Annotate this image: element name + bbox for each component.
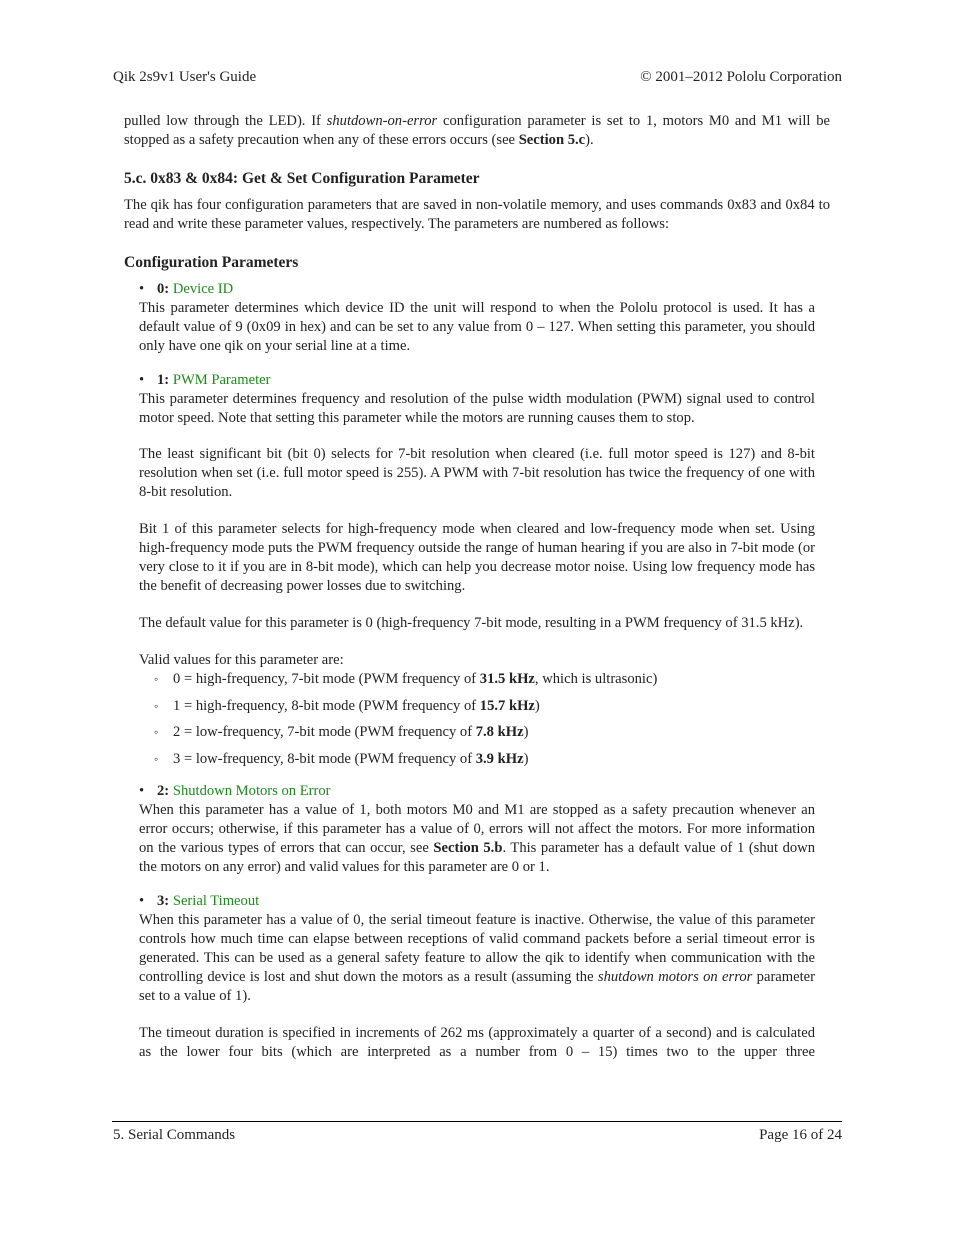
param-1-text-2: The least significant bit (bit 0) selects for 7-bit resolution when cleared (i.e. full motor speed is 127) and 8-bit resolution when set (i.e. full motor speed is 255). A PWM with 7-bit resolution has twice the frequency of one with 8-bit resolution. <box>139 446 815 500</box>
param-2-text: When this parameter has a value of 1, both motors M0 and M1 are stopped as a safety precaution whenever an error occurs; otherwise, if this parameter has a value of 0, errors will not affect the motors. For more information on the various types of errors that can occur, see Section 5.b. This parameter has a default value of 1 (shut down the motors on any error) and valid values for this parameter are 0 or 1. <box>139 802 816 875</box>
bullet-icon: • <box>139 372 145 388</box>
page-footer <box>113 1127 842 1149</box>
bullet-icon: • <box>139 783 145 799</box>
page-content <box>124 112 830 1062</box>
intro-paragraph: pulled low through the LED). If shutdown-on-error configuration parameter is set to 1, motors M0 and M1 will be stopped as a safety precaution when any of these errors occurs (see Section 5.c). <box>124 113 830 148</box>
section-intro: The qik has four configuration parameters that are saved in non-volatile memory, and uses commands 0x83 and 0x84 to read and write these parameter values, respectively. The parameters are numbered as follows: <box>124 197 830 232</box>
param-3-text-1: When this parameter has a value of 0, the serial timeout feature is inactive. Otherwise, the value of this parameter controls how much time can elapse between receptions of valid command packets before a serial timeout error is generated. This can be used as a general safety feature to allow the qik to identify when communication with the controlling device is lost and shut down the motors as a result (assuming the shutdown motors on error parameter set to a value of 1). <box>139 912 816 1004</box>
section-5b-link[interactable]: Section 5.b <box>433 840 503 856</box>
list-item: ◦ 0 = high-frequency, 7-bit mode (PWM frequency of 31.5 kHz, which is ultrasonic) <box>154 671 658 687</box>
list-item: ◦ 1 = high-frequency, 8-bit mode (PWM frequency of 15.7 kHz) <box>154 697 540 714</box>
param-1-text-5: Valid values for this parameter are: <box>139 652 344 668</box>
list-item: ◦ 3 = low-frequency, 8-bit mode (PWM frequency of 3.9 kHz) <box>154 750 529 767</box>
param-1-text-1: This parameter determines frequency and resolution of the pulse width modulation (PWM) signal used to control motor speed. Note that setting this parameter while the motors are running causes them to stop. <box>139 391 815 426</box>
footer-divider <box>112 1121 842 1122</box>
section-heading: 5.c. 0x83 & 0x84: Get & Set Configuration Parameter <box>124 170 480 187</box>
page-header <box>113 69 842 91</box>
param-1-text-3: Bit 1 of this parameter selects for high-frequency mode when cleared and low-frequency mode when set. Using high-frequency mode puts the PWM frequency outside the range of human hearing if you are also in 7-bit mode (or very close to it if you are in 8-bit mode), which can help you decrease motor noise. Using low frequency mode has the benefit of decreasing power losses due to switching. <box>139 521 815 594</box>
header-title: Qik 2s9v1 User's Guide <box>113 69 257 85</box>
pwm-parameter-link[interactable]: PWM Parameter <box>172 372 271 388</box>
circle-bullet-icon: ◦ <box>154 751 159 766</box>
param-1: • 1: PWM Parameter This parameter determines frequency and resolution of the pulse width modulation (PWM) signal used to control motor speed. Note that setting this parameter while the motors are running causes them to stop. The least significant bit (bit 0) selects for 7-bit resolution when cleared (i.e. full motor speed is 127) and 8-bit resolution when set (i.e. full motor speed is 255). A PWM with 7-bit resolution has twice the frequency of one with 8-bit resolution. Bit 1 of this parameter selects for high-frequency mode when cleared and low-frequency mode when set. Using high-frequency mode puts the PWM frequency outside the range of human hearing if you are also in 7-bit mode (or very close to it if you are in 8-bit mode), which can help you decrease motor noise. Using low frequency mode has the benefit of decreasing power losses due to switching. The default value for this parameter is 0 (high-frequency 7-bit mode, resulting in a PWM frequency of 31.5 kHz). Valid values for this parameter are: ◦ 0 = high-frequency, 7-bit mode (PWM frequency of 31.5 kHz, which is ultrasonic) ◦ 1 = high-frequency, 8-bit mode (PWM frequency of 15.7 kHz) ◦ 2 = low-frequency, 7-bit mode (PWM frequency of 7.8 kHz) ◦ 3 = low-frequency, 8-bit mode (PWM frequency of 3.9 kHz) <box>139 371 815 776</box>
circle-bullet-icon: ◦ <box>154 698 159 713</box>
footer-chapter: 5. Serial Commands <box>113 1127 236 1143</box>
shutdown-motors-link[interactable]: Shutdown Motors on Error <box>172 783 331 799</box>
param-0-text: This parameter determines which device ID the unit will respond to when the Pololu protocol is used. It has a default value of 9 (0x09 in hex) and can be set to any value from 0 – 127. When setting this parameter, you should only have one qik on your serial line at a time. <box>139 300 815 354</box>
bullet-icon: • <box>139 893 145 909</box>
param-3-text-2: The timeout duration is specified in increments of 262 ms (approximately a quarter of a second) and is calculated as the lower four bits (which are interpreted as a number from 0 – 15) times two to the upper three <box>139 1025 815 1060</box>
header-copyright: © 2001–2012 Pololu Corporation <box>640 69 842 85</box>
circle-bullet-icon: ◦ <box>154 672 159 686</box>
section-5c-link[interactable]: Section 5.c <box>518 132 586 148</box>
list-item: ◦ 2 = low-frequency, 7-bit mode (PWM frequency of 7.8 kHz) <box>154 724 529 740</box>
param-3: • 3: Serial Timeout When this parameter has a value of 0, the serial timeout feature is inactive. Otherwise, the value of this parameter controls how much time can elapse between receptions of valid command packets before a serial timeout error is generated. This can be used as a general safety feature to allow the qik to identify when communication with the controlling device is lost and shut down the motors as a result (assuming the shutdown motors on error parameter set to a value of 1). The timeout duration is specified in increments of 262 ms (approximately a quarter of a second) and is calculated as the lower four bits (which are interpreted as a number from 0 – 15) times two to the upper three <box>139 893 816 1060</box>
config-params-heading: Configuration Parameters <box>124 254 299 271</box>
pwm-values-list <box>139 670 815 776</box>
device-id-link[interactable]: Device ID <box>172 281 234 297</box>
param-0: • 0: Device ID This parameter determines which device ID the unit will respond to when the Pololu protocol is used. It has a default value of 9 (0x09 in hex) and can be set to any value from 0 – 127. When setting this parameter, you should only have one qik on your serial line at a time. <box>139 281 815 354</box>
footer-page-number: Page 16 of 24 <box>759 1127 842 1143</box>
circle-bullet-icon: ◦ <box>154 725 159 739</box>
serial-timeout-link[interactable]: Serial Timeout <box>172 893 260 909</box>
param-1-text-4: The default value for this parameter is 0 (high-frequency 7-bit mode, resulting in a PWM frequency of 31.5 kHz). <box>139 615 804 631</box>
bullet-icon: • <box>139 281 145 297</box>
param-2: • 2: Shutdown Motors on Error When this parameter has a value of 1, both motors M0 and M1 are stopped as a safety precaution whenever an error occurs; otherwise, if this parameter has a value of 0, errors will not affect the motors. For more information on the various types of errors that can occur, see Section 5.b. This parameter has a default value of 1 (shut down the motors on any error) and valid values for this parameter are 0 or 1. <box>139 783 816 875</box>
